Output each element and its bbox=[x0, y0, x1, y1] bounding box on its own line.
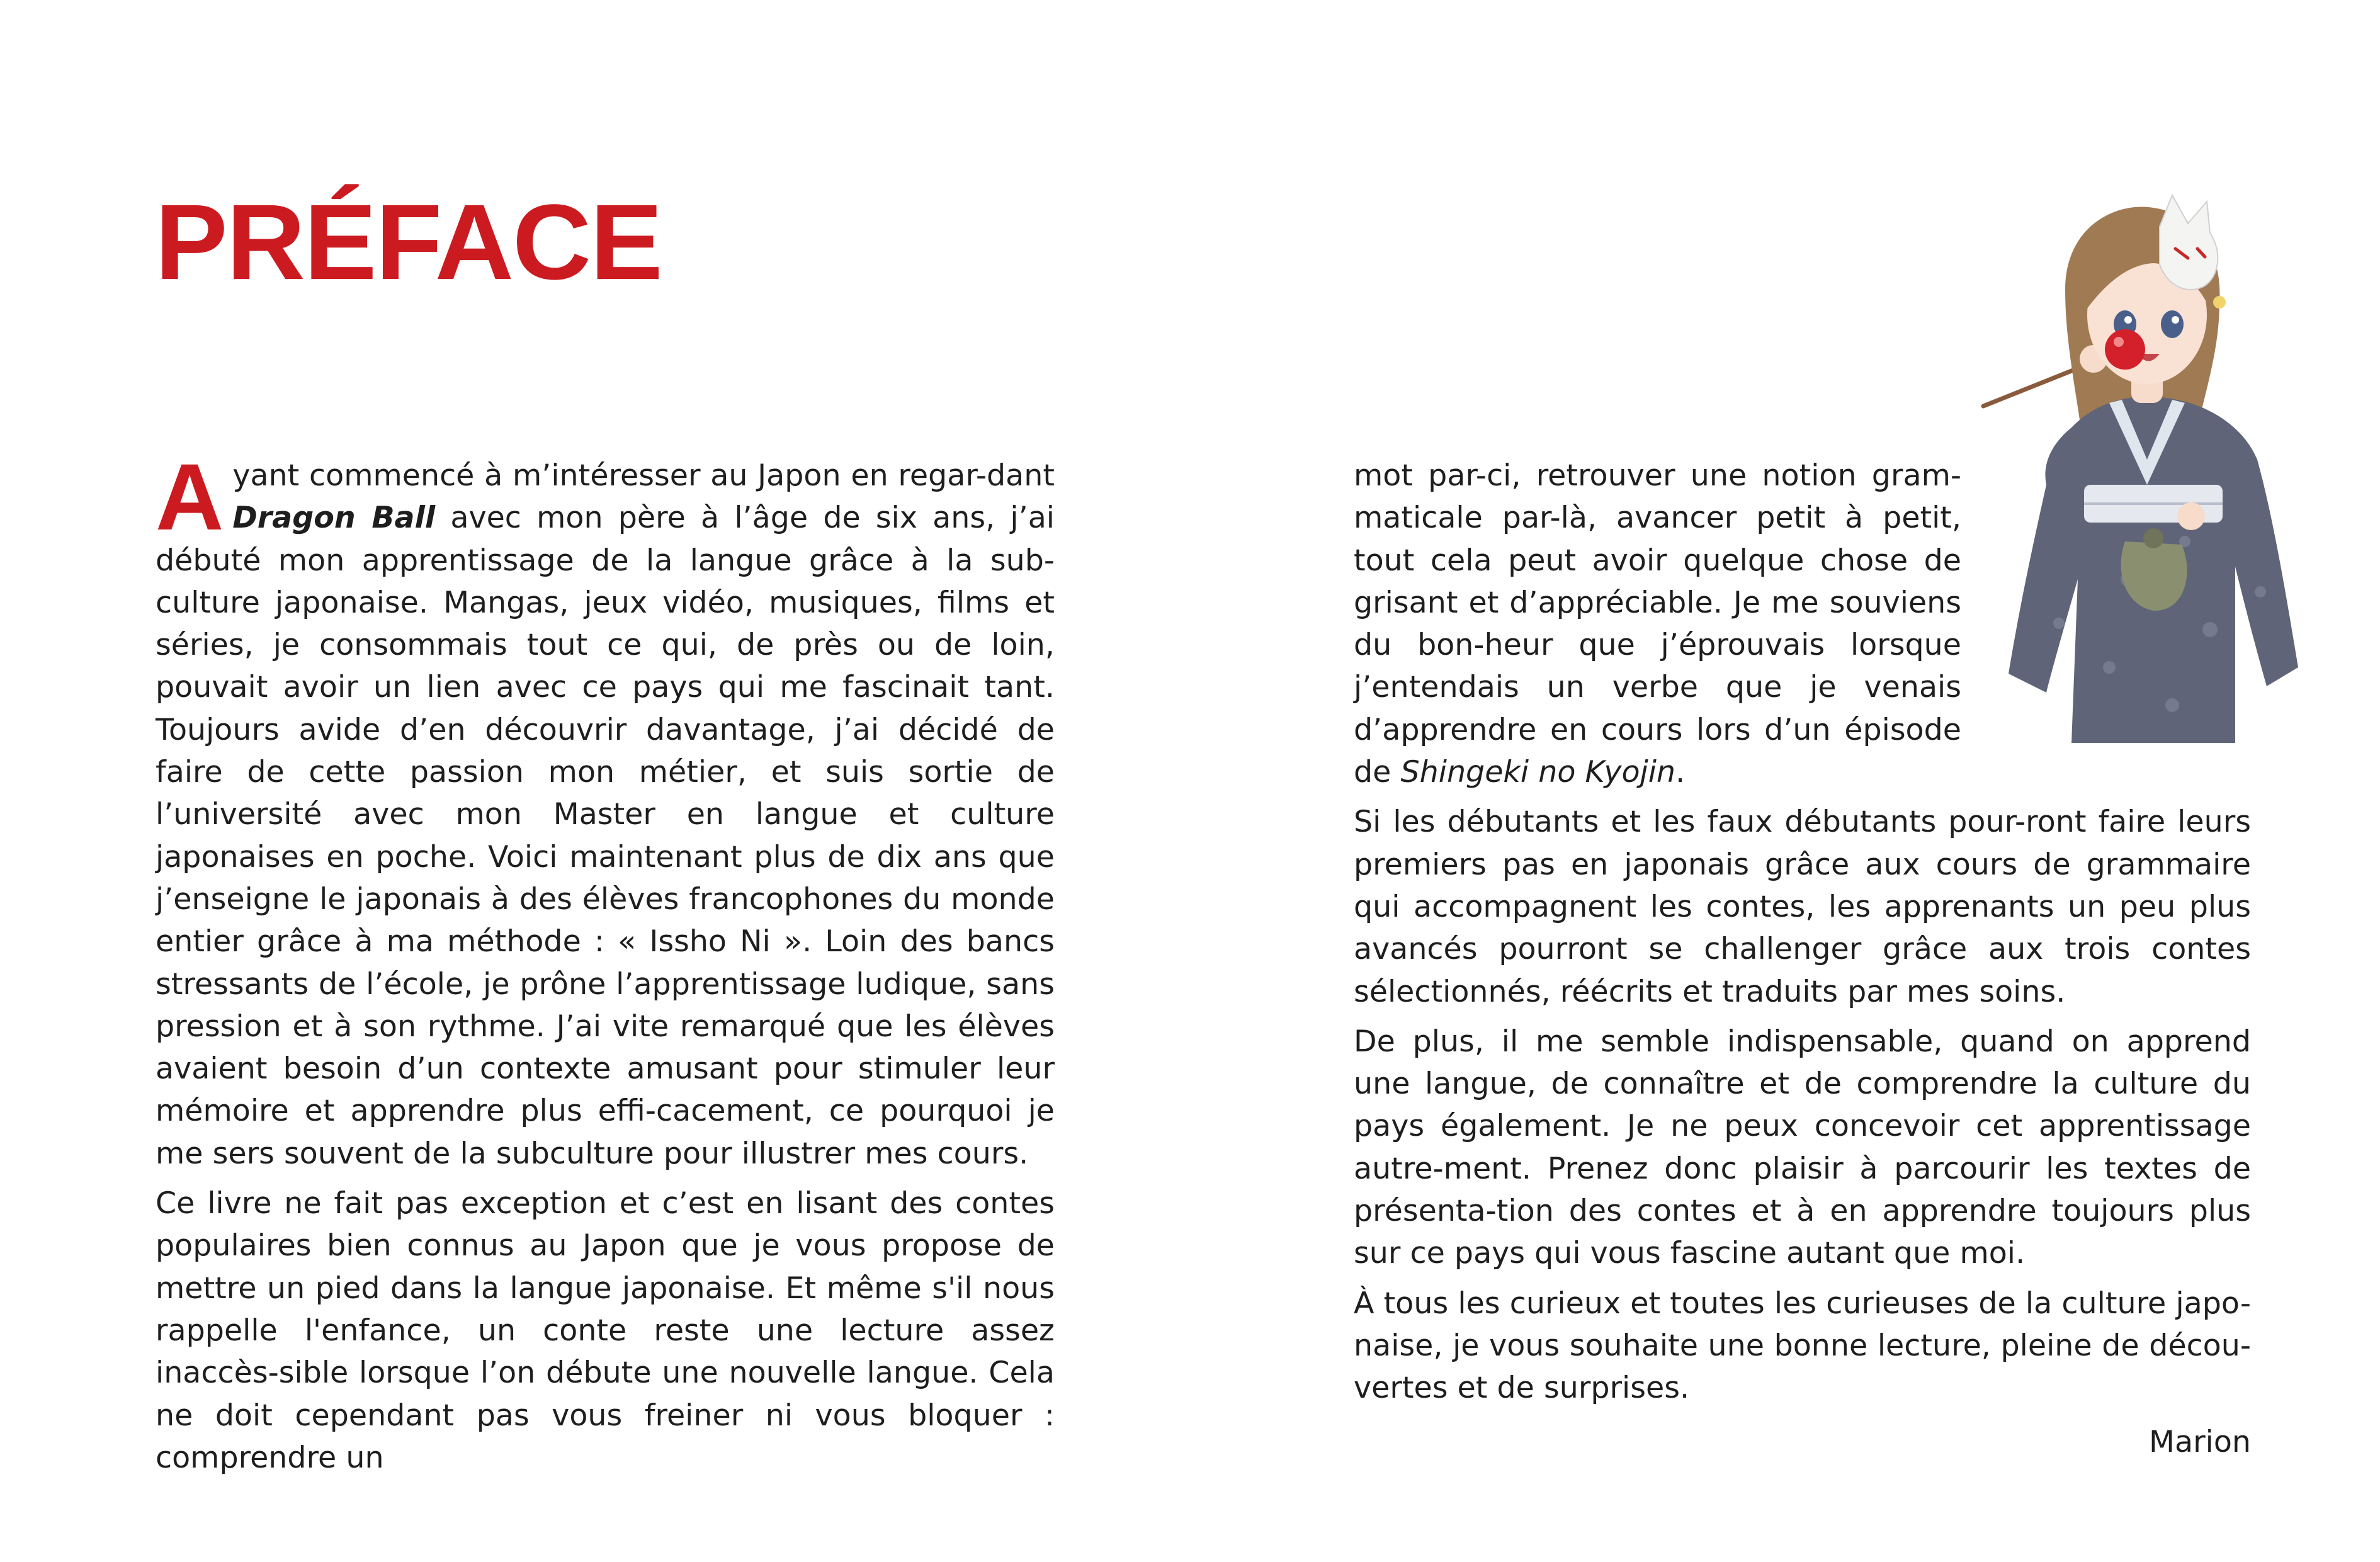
girl-kimono-illustration bbox=[1971, 189, 2304, 768]
paragraph-text: yant commencé à m’intéresser au Japon en regar-dant bbox=[232, 458, 1055, 493]
left-column bbox=[156, 444, 1055, 1486]
title-reference: Dragon Ball bbox=[232, 501, 436, 536]
paragraph-text: . bbox=[1675, 755, 1686, 790]
paragraph-learners: Si les débutants et les faux débutants pour-ront faire leurs premiers pas en japonais grâce aux cours de grammaire qui accompagnent les contes, les apprenants un peu plus avancés pourront se challenger grâce aux trois contes sélectionnés, réécrits et traduits par mes soins. bbox=[1354, 805, 2251, 1009]
signature: Marion bbox=[2149, 1424, 2251, 1459]
title-reference: Shingeki no Kyojin bbox=[1400, 755, 1676, 790]
page-title: PRÉFACE bbox=[155, 183, 662, 302]
paragraph-closing: À tous les curieux et toutes les curieuses de la culture japo-naise, je vous souhaite une bonne lecture, pleine de décou-vertes et de surprises. bbox=[1354, 1286, 2251, 1406]
paragraph-culture: De plus, il me semble indispensable, quand on apprend une langue, de connaître et de comprendre la culture du pays également. Je ne peux concevoir cet apprentissage autre-ment. Prenez donc plaisir à parcourir les textes de présenta-tion des contes et à en apprendre toujours plus sur ce pays qui vous fascine autant que moi. bbox=[1354, 1024, 2251, 1271]
paragraph-text: mot par-ci, retrouver une notion gram-maticale par-là, avancer petit à petit, tout cela peut avoir quelque chose de grisant et d’appréciable. Je me souviens du bon-heur que j’éprouvais lorsque j’entendais un verbe que je venais d’apprendre en cours lors d’un épisode de bbox=[1354, 458, 1961, 790]
paragraph-book: Ce livre ne fait pas exception et c’est en lisant des contes populaires bien connus au Japon que je vous propose de mettre un pied dans la langue japonaise. Et même s'il nous rappelle l'enfance, un conte reste une lecture assez inaccès-sible lorsque l’on débute une nouvelle langue. Cela ne doit cependant pas vous freiner ni vous bloquer : comprendre un bbox=[156, 1186, 1055, 1475]
paragraph-text: avec mon père à l’âge de six ans, j’ai débuté mon apprentissage de la langue grâce à la sub-culture japonaise. Mangas, jeux vidéo, musiques, films et séries, je consommais tout ce qui, de près ou de loin, pouvait avoir un lien avec ce pays qui me fascinait tant. Toujours avide d’en découvrir davantage, j’ai décidé de faire de cette passion mon métier, et suis sortie de l’université avec mon Master en langue et culture japonaises en poche. Voici maintenant plus de dix ans que j’enseigne le japonais à des élèves francophones du monde entier grâce à ma méthode : « Issho Ni ». Loin des bancs stressants de l’école, je prône l’apprentissage ludique, sans pression et à son rythme. J’ai vite remarqué que les élèves avaient besoin d’un contexte amusant pour stimuler leur mémoire et apprendre plus effi-cacement, ce pourquoi je me sers souvent de la subculture pour illustrer mes cours. bbox=[156, 501, 1055, 1171]
paragraph-intro bbox=[156, 444, 1055, 1175]
drop-cap: A bbox=[156, 444, 224, 550]
